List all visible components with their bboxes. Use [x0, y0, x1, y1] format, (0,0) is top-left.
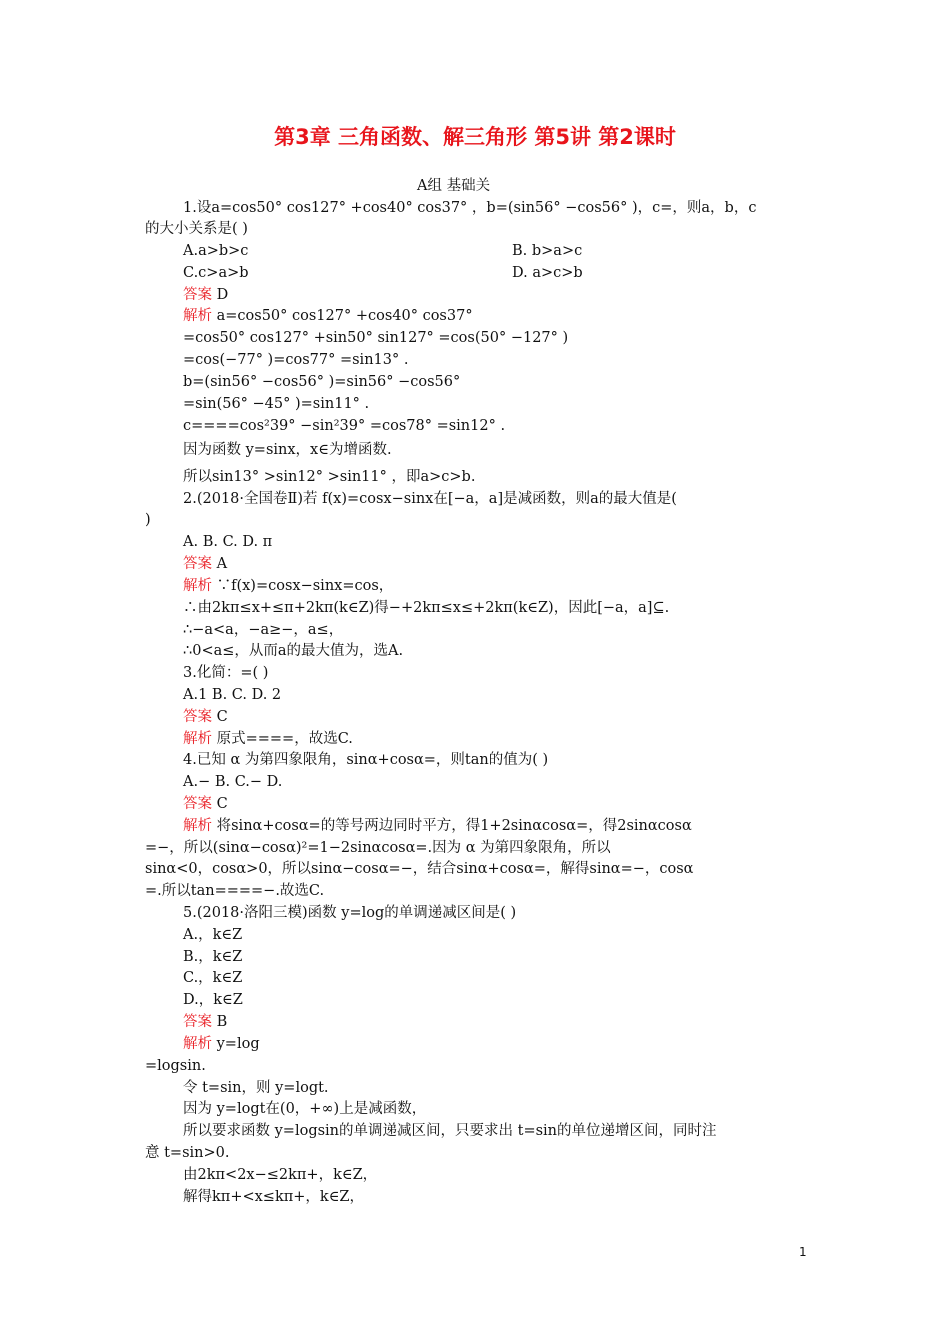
text-line [183, 598, 669, 618]
line-text: 4.已知 α 为第四象限角，sinα+cosα=，则tan的值为( ) [183, 752, 549, 768]
line-text: 将sinα+cosα=的等号两边同时平方，得1+2sinαcosα=，得2sinαcosα [212, 818, 692, 834]
line-text: 5.(2018·洛阳三模)函数 y=log的单调递减区间是( ) [183, 905, 517, 921]
line-text: ∵f(x)=cosx−sinx=cos， [212, 578, 394, 594]
line-text: B [212, 1014, 228, 1030]
text-line [145, 881, 324, 901]
line-text: 1.设a=cos50° cos127° +cos40° cos37° ，b=(sin56° −cos56° )，c=，则a，b，c [183, 200, 757, 216]
line-text: A.a>b>c [183, 243, 249, 259]
text-line [183, 372, 460, 392]
text-line [145, 219, 248, 239]
text-line [183, 1012, 227, 1032]
line-text: C.c>a>b [183, 265, 249, 281]
line-text: ∴0<a≤，从而a的最大值为，选A. [183, 643, 404, 659]
text-line [183, 1078, 329, 1098]
line-text: 所以sin13° >sin12° >sin11° ，即a>c>b. [183, 469, 476, 485]
line-text: c====cos²39° −sin²39° =cos78° =sin12° . [183, 418, 506, 434]
line-text: A组 基础关 [417, 178, 491, 194]
line-text: 由2kπ<2x−≤2kπ+，k∈Z， [183, 1167, 378, 1183]
text-line [183, 663, 268, 683]
text-line [183, 903, 516, 923]
text-line [183, 306, 473, 326]
text-line [183, 532, 272, 552]
text-line [183, 772, 282, 792]
answer-label: 答案 [183, 556, 212, 572]
answer-label: 解析 [183, 1036, 212, 1052]
text-line [183, 198, 756, 218]
text-line [183, 1121, 717, 1141]
line-text: C [212, 709, 228, 725]
text-line [145, 510, 151, 530]
line-text: =sin(56° −45° )=sin11° . [183, 396, 370, 412]
text-line [183, 285, 228, 305]
line-text: a=cos50° cos127° +cos40° cos37° [212, 308, 473, 324]
line-text: =cos50° cos127° +sin50° sin127° =cos(50° −127° ) [183, 330, 569, 346]
text-line [183, 794, 228, 814]
answer-label: 解析 [183, 818, 212, 834]
page-number: 1 [799, 1245, 807, 1259]
text-line [183, 707, 228, 727]
answer-label: 解析 [183, 308, 212, 324]
answer-label: 答案 [183, 796, 212, 812]
line-text: sinα<0，cosα>0，所以sinα−cosα=−，结合sinα+cosα=，解得sinα=−，cosα [145, 861, 694, 877]
text-line [183, 467, 475, 487]
answer-label: 解析 [183, 578, 212, 594]
line-text: ∴−a<a，−a≥−，a≤， [183, 622, 344, 638]
line-text: D.，k∈Z [183, 992, 243, 1008]
line-text: C [212, 796, 228, 812]
text-line [183, 641, 403, 661]
text-line [183, 1165, 377, 1185]
line-text: 意 t=sin>0. [145, 1145, 230, 1161]
line-text: 因为 y=logt在(0，+∞)上是减函数， [183, 1101, 427, 1117]
text-line [145, 859, 693, 879]
answer-label: 答案 [183, 1014, 212, 1030]
text-line [145, 838, 611, 858]
line-text: 3.化简：=( ) [183, 665, 269, 681]
line-text: =−，所以(sinα−cosα)²=1−2sinαcosα=.因为 α 为第四象限角，所以 [145, 840, 611, 856]
text-line [512, 241, 582, 261]
line-text: 解得kπ+<x≤kπ+，k∈Z， [183, 1189, 365, 1205]
line-text: =.所以tan====−.故选C. [145, 883, 325, 899]
text-line [183, 816, 692, 836]
page-title: 第3章 三角函数、解三角形 第5讲 第2课时 [274, 125, 676, 149]
text-line [183, 620, 343, 640]
line-text: B. b>a>c [512, 243, 583, 259]
line-text: 因为函数 y=sinx，x∈为增函数. [183, 442, 392, 458]
answer-label: 解析 [183, 731, 212, 747]
text-line [183, 1187, 364, 1207]
text-line [183, 394, 369, 414]
line-text: C.，k∈Z [183, 970, 243, 986]
line-text: y=log [212, 1036, 260, 1052]
text-line [183, 685, 281, 705]
text-line [183, 489, 677, 509]
text-line [145, 1143, 230, 1163]
line-text: A.− B. C.− D. [183, 774, 283, 790]
text-line [417, 176, 490, 196]
text-line [183, 440, 392, 460]
answer-label: 答案 [183, 287, 212, 303]
line-text: ) [145, 512, 151, 528]
text-line [183, 1034, 260, 1054]
text-line [183, 750, 548, 770]
line-text: D. a>c>b [512, 265, 583, 281]
text-line [183, 328, 568, 348]
line-text: 令 t=sin，则 y=logt. [183, 1080, 329, 1096]
text-line [183, 947, 242, 967]
text-line [183, 576, 393, 596]
line-text: B.，k∈Z [183, 949, 243, 965]
line-text: 2.(2018·全国卷Ⅱ)若 f(x)=cosx−sinx在[−a，a]是减函数，则a的最大值是( [183, 491, 677, 507]
line-text: =cos(−77° )=cos77° =sin13° . [183, 352, 409, 368]
line-text: A. B. C. D. π [183, 534, 273, 550]
text-line [512, 263, 583, 283]
line-text: D [212, 287, 229, 303]
text-line [183, 554, 227, 574]
line-text: 原式====，故选C. [212, 731, 353, 747]
text-line [145, 1056, 206, 1076]
text-line [183, 729, 353, 749]
answer-label: 答案 [183, 709, 212, 725]
text-line [183, 416, 505, 436]
line-text: A [212, 556, 228, 572]
line-text: ∴由2kπ≤x+≤π+2kπ(k∈Z)得−+2kπ≤x≤+2kπ(k∈Z)，因此[−a，a]⊆. [183, 600, 670, 616]
line-text: 的大小关系是( ) [145, 221, 248, 237]
line-text: 所以要求函数 y=logsin的单调递减区间，只要求出 t=sin的单位递增区间，同时注 [183, 1123, 717, 1139]
line-text: A.1 B. C. D. 2 [183, 687, 282, 703]
text-line [183, 350, 408, 370]
line-text: =logsin. [145, 1058, 206, 1074]
text-line [183, 1099, 426, 1119]
line-text: A.，k∈Z [183, 927, 243, 943]
text-line [183, 241, 248, 261]
text-line [183, 263, 249, 283]
text-line [183, 968, 242, 988]
text-line [183, 990, 243, 1010]
line-text: b=(sin56° −cos56° )=sin56° −cos56° [183, 374, 461, 390]
text-line [183, 925, 242, 945]
